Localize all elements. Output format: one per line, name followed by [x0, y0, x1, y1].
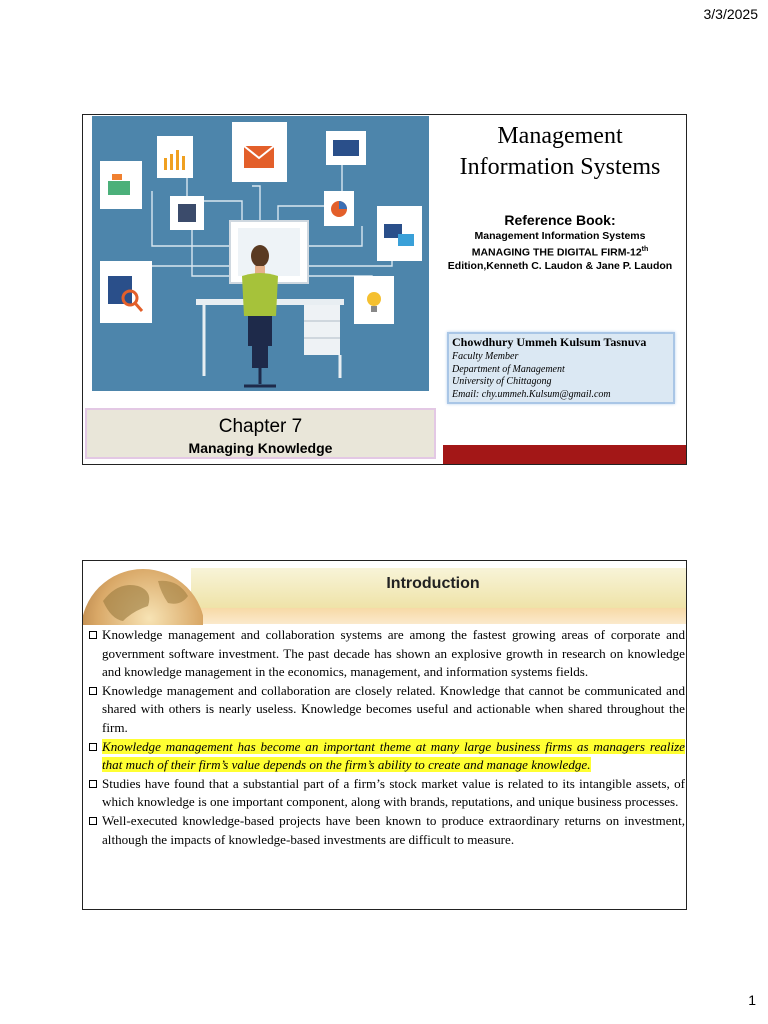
- checkbox-bullet-icon: [89, 687, 97, 695]
- chapter-box: [85, 408, 436, 459]
- reference-line-2: MANAGING THE DIGITAL FIRM-12th: [471, 246, 649, 259]
- list-item: Well-executed knowledge-based projects have been known to produce extraordinary returns on investment, although the impacts of knowledge-based investments are difficult to measure.: [89, 812, 685, 849]
- knowledge-worker-illustration: [92, 116, 429, 391]
- globe-icon: [83, 561, 203, 625]
- pie-card-icon: [324, 191, 354, 226]
- video-card-icon: [326, 131, 366, 165]
- introduction-slide: [82, 560, 687, 910]
- search-card-icon: [100, 261, 152, 323]
- author-role: Faculty Member: [452, 351, 519, 362]
- email-card-icon: [232, 122, 287, 182]
- chat-card-icon: [377, 206, 422, 261]
- header-band-lower: [191, 608, 686, 624]
- reference-book: [433, 212, 687, 273]
- reference-line-1: Management Information Systems: [474, 230, 646, 242]
- slide-title: Introduction: [386, 575, 480, 592]
- chapter-subtitle: Managing Knowledge: [188, 440, 333, 456]
- author-email: Email: chy.ummeh.Kulsum@gmail.com: [452, 388, 611, 400]
- cart-card-icon: [100, 161, 142, 209]
- lightbulb-card-icon: [354, 276, 394, 324]
- author-name: Chowdhury Ummeh Kulsum Tasnuva: [452, 335, 647, 349]
- reference-line-3: Edition,Kenneth C. Laudon & Jane P. Laudon: [447, 259, 673, 272]
- author-university: University of Chittagong: [452, 376, 552, 387]
- author-department: Department of Management: [452, 363, 565, 375]
- bullet-list: [89, 626, 685, 849]
- checkbox-bullet-icon: [89, 743, 97, 751]
- accent-bar: [443, 445, 686, 464]
- page-number: 1: [748, 992, 756, 1008]
- reference-heading: Reference Book:: [504, 212, 616, 228]
- checkbox-bullet-icon: [89, 631, 97, 639]
- tablet-card-icon: [170, 196, 204, 230]
- chart-card-icon: [157, 136, 193, 178]
- author-box: [447, 332, 675, 404]
- list-item: Knowledge management and collaboration systems are among the fastest growing areas of corporate and government software investment. The past decade has shown an explosive growth in research on knowledge and knowledge management in the economics, management, and information systems fields.: [89, 626, 685, 682]
- checkbox-bullet-icon: [89, 780, 97, 788]
- checkbox-bullet-icon: [89, 817, 97, 825]
- list-item: Knowledge management and collaboration are closely related. Knowledge that cannot be communicated and shared with others is nearly useless. Knowledge becomes useful and actionable when shared throughout the firm.: [89, 682, 685, 738]
- chapter-title: Chapter 7: [218, 416, 303, 437]
- list-item-highlighted: Knowledge management has become an important theme at many large business firms as managers realize that much of their firm’s value depends on the firm’s ability to create and manage knowledge.: [89, 738, 685, 775]
- title-slide: [82, 114, 687, 465]
- course-title: Management Information Systems: [459, 123, 661, 180]
- list-item: Studies have found that a substantial part of a firm’s stock market value is related to its intangible assets, of which knowledge is one important component, along with brands, reputations, and unique business processes.: [89, 775, 685, 812]
- page-date: 3/3/2025: [703, 6, 758, 22]
